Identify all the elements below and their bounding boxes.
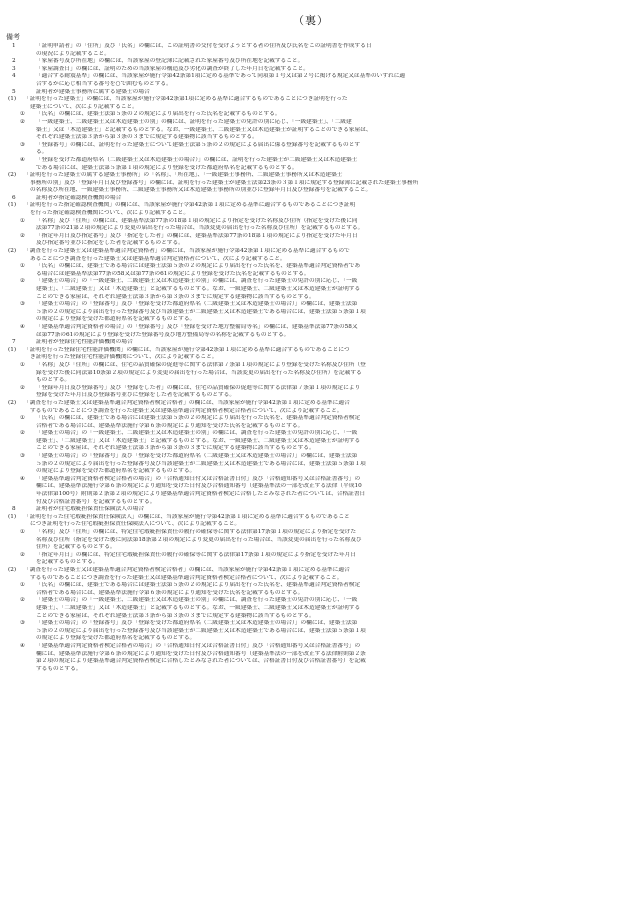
note-line (6, 552, 616, 560)
note-line (6, 613, 616, 621)
note-line (6, 180, 616, 188)
note-marker: ② (20, 384, 26, 391)
note-text: 証明者が住宅瑕疵担保責任保険法人の場合 (36, 506, 145, 513)
note-line (6, 499, 616, 507)
note-line (6, 605, 616, 613)
note-line (6, 127, 616, 135)
note-text: 住所）を記載するものとする。 (36, 544, 116, 551)
note-line (6, 111, 616, 119)
note-marker: ④ (20, 156, 26, 163)
note-line (6, 157, 616, 165)
note-marker: 3 (12, 65, 16, 72)
note-line (6, 339, 616, 347)
note-line (6, 316, 616, 324)
note-marker: (2) (8, 566, 17, 573)
note-text: 「建築士の場合」の「一級建築士、二級建築士又は木造建築士の別」の欄には、調査を行った建築士の免許の別に応じ、「一級 (36, 278, 358, 285)
note-line (6, 438, 616, 446)
note-text: 付及び合格証書番号）を記載するものとする。 (36, 498, 156, 505)
note-line (6, 165, 616, 173)
note-text: の現況により記載すること。 (36, 50, 110, 57)
note-text: ５条の２の規定により届出を行った登録番号及び当該建築士が二級建築士又は木造建築士である場合には、建築士法第５条第１項 (36, 460, 366, 467)
note-line (6, 104, 616, 112)
note-text: 建築士について、次により記載すること。 (30, 103, 138, 110)
note-text: である場合には、建築士法第５条第１項の規定により登録を受けた都道府県名を記載するものとする。 (36, 164, 298, 171)
note-line (6, 187, 616, 195)
note-text: 合格者である場合には、建築基準法施行令第６条の規定により通知を受けた氏名を記載するものとする。 (36, 589, 304, 596)
note-line (6, 491, 616, 499)
note-line (6, 225, 616, 233)
note-line (6, 666, 616, 674)
note-marker: 1 (12, 43, 16, 49)
note-text: 登録を受けた年月日及び登録番号並びに登録をした者を記載するものとする。 (36, 392, 236, 399)
note-line (6, 483, 616, 491)
note-text: それぞれ建築士法第３条から第３条の３までに規定する建築物に該当するものとする。 (36, 134, 258, 141)
note-text: 年法律第100号）附則第２条第２項の規定により建築基準適合判定資格者検定に合格したとみなされた者については、合格証書日 (36, 491, 366, 498)
note-text: の規定により登録を受けた都道府県名を記載するものとする。 (36, 316, 196, 323)
note-text: 「調査を行った建築士又は建築基準適合判定資格者」の欄には、当該家屋が施行令第42条第１項に定める基準に適合するもので (24, 248, 350, 255)
note-line (6, 453, 616, 461)
note-text: る場合には建築基準法第77条の58又は第77条の61の規定により登録を受けた氏名を記載するものとする。 (36, 270, 310, 277)
note-line (6, 544, 616, 552)
note-text: 「適合する耐震基準」の欄には、当該家屋が施行令第42条第1項に定める基準であって同項第１号又は第２号に掲げる規定又は基準のいずれに適 (36, 73, 406, 80)
note-marker: 6 (12, 194, 16, 201)
notes-label: 備考 (6, 33, 20, 41)
note-line (6, 233, 616, 241)
note-line (6, 278, 616, 286)
note-marker: ③ (20, 453, 26, 460)
note-line (6, 506, 616, 514)
note-line (6, 309, 616, 317)
note-line (6, 294, 616, 302)
note-marker: ④ (20, 642, 26, 649)
note-marker: ④ (20, 475, 26, 482)
note-line (6, 172, 616, 180)
note-line (6, 370, 616, 378)
note-line (6, 210, 616, 218)
note-marker: (1) (8, 513, 17, 520)
note-text: 「調査を行った建築士又は建築基準適合判定資格者検定合格者」の欄には、当該家屋が施行令第42条第１項に定める基準に適合 (24, 566, 350, 573)
note-text: 合格者である場合には、建築基準法施行令第６条の規定により通知を受けた氏名を記載するものとする。 (36, 422, 304, 429)
note-line (6, 415, 616, 423)
note-text: 「氏名」の欄には、建築士である場合には建築士法第５条の２の規定により届出を行った氏名を、建築基準適合判定資格者検定 (36, 582, 361, 589)
note-line (6, 582, 616, 590)
note-text: 建築士」、「二級建築士」又は「木造建築士」と記載するものとする。なお、一級建築士、二級建築士又は木造建築士が証明する (36, 604, 361, 611)
note-text: 「氏名」の欄には、建築士である場合には建築士法第５条の２の規定により届出を行った氏名を、建築基準適合判定資格者検定 (36, 415, 361, 422)
note-text: 証明者が建築士事務所に属する建築士の場合 (36, 88, 150, 95)
note-text: る。 (36, 149, 48, 156)
note-text: を行った指定確認検査機関について、次により記載すること。 (30, 210, 190, 217)
note-line (6, 73, 616, 81)
note-text: 「建築士の場合」の「登録番号」及び「登録を受けた都道府県名（二級建築士又は木造建築士の場合）」の欄には、建築士法第 (36, 453, 358, 460)
note-marker: ② (20, 278, 26, 285)
note-marker: (2) (8, 248, 17, 255)
note-text: 証明者が登録住宅性能評価機関の場合 (36, 339, 133, 346)
note-marker: ① (20, 415, 26, 422)
note-text: あることにつき調査を行った建築士又は建築基準適合判定資格者について、次により記載すること。 (30, 255, 286, 262)
note-line (6, 332, 616, 340)
note-text: 及び指定番号並びに指定をした者を記載するものとする。 (36, 240, 184, 247)
note-line (6, 635, 616, 643)
note-marker: 2 (12, 58, 16, 65)
note-text: 事務所の別」及び「登録年月日及び登録番号」の欄には、証明を行った建築士が建築士法第23条の３第１項に規定する登録簿に記載された建築士事務所 (30, 179, 419, 186)
note-line (6, 651, 616, 659)
note-text: 「建築基準適合判定資格者検定合格者の場合」の「合格通知日付又は合格証書日付」及び「合格通知番号又は合格証書番号」の (36, 642, 361, 649)
note-line (6, 575, 616, 583)
note-line (6, 66, 616, 74)
note-marker: ① (20, 111, 26, 118)
note-line (6, 643, 616, 651)
note-marker: ② (20, 430, 26, 437)
note-line (6, 134, 616, 142)
note-line (6, 620, 616, 628)
note-line (6, 58, 616, 66)
note-line (6, 658, 616, 666)
note-line (6, 195, 616, 203)
note-marker: ② (20, 118, 26, 125)
note-text: ことのできる家屋は、それぞれ建築士法第３条から第３条の３までに規定する建築物に該当するものとする。 (36, 293, 315, 300)
note-text: 「建築士の場合」の「登録番号」及び「登録を受けた都道府県名（二級建築士又は木造建築士の場合）」の欄には、建築士法第 (36, 620, 358, 627)
note-line (6, 529, 616, 537)
note-line (6, 597, 616, 605)
note-line (6, 43, 616, 51)
note-line (6, 408, 616, 416)
note-line (6, 385, 616, 393)
note-text: 「家屋調査日」の欄には、証明のための当該家屋の構造及び劣化の調査が終了した年月日を記載すること。 (36, 65, 309, 72)
note-text: 「証明申請者」の「住所」及び「氏名」の欄には、この証明書の交付を受けようとする者の住所及び氏名をこの証明書を作成する日 (36, 43, 372, 49)
note-marker: ① (20, 361, 26, 368)
note-line (6, 430, 616, 438)
note-text: は第77条の61の規定により登録を受けた登録番号及び地方整備局等の名称を記載するものとする。 (36, 331, 290, 338)
note-marker: 5 (12, 88, 16, 95)
note-line (6, 218, 616, 226)
note-line (6, 521, 616, 529)
note-text: 「氏名」の欄には、建築士である場合には建築士法第５条の２の規定により届出を行った氏名を、建築基準適合判定資格者であ (36, 263, 361, 270)
note-text: するものであることにつき調査を行った建築士又は建築基準適合判定資格者検定合格者について、次により記載すること。 (30, 574, 343, 581)
note-line (6, 240, 616, 248)
note-line (6, 377, 616, 385)
note-text: 証明者が指定確認検査機関の場合 (36, 194, 122, 201)
note-line (6, 256, 616, 264)
note-line (6, 514, 616, 522)
note-text: 建築士」、「二級建築士」又は「木造建築士」と記載するものとする。なお、一級建築士、二級建築士又は木造建築士が証明する (36, 437, 361, 444)
note-line (6, 628, 616, 636)
note-text: の規定により登録を受けた都道府県名を記載するものとする。 (36, 468, 196, 475)
note-line (6, 362, 616, 370)
note-text: ものとする。 (36, 377, 71, 384)
note-line (6, 347, 616, 355)
notes-list (6, 43, 616, 673)
note-marker: (1) (8, 202, 17, 209)
note-text: ことのできる家屋は、それぞれ建築士法第３条から第３条の３までに規定する建築物に該当するものとする。 (36, 445, 315, 452)
note-line (6, 400, 616, 408)
note-marker: 4 (12, 73, 16, 80)
note-text: 「証明を行った建築士の属する建築士事務所」の「名称」、「所在地」、「一級建築士事務所、二級建築士事務所又は木造建築士 (24, 172, 343, 179)
note-text: 「名称」及び「住所」の欄には、建築基準法第77条の18第１項の規定により指定を受けた名称及び住所（指定を受けた後に同 (36, 217, 358, 224)
note-marker: (1) (8, 346, 17, 353)
note-line (6, 149, 616, 157)
note-line (6, 423, 616, 431)
note-text: 「家屋番号及び所在地」の欄には、当該家屋の登記簿に記載された家屋番号及び所在地を記載すること。 (36, 58, 304, 65)
note-text: につき証明を行った住宅瑕疵担保責任保険法人について、次により記載すること。 (30, 521, 241, 528)
note-line (6, 324, 616, 332)
note-text: 法第77条の21第２項の規定により変更の届出を行った場合は、当該変更の届出を行った名称及び住所）を記載するものとする。 (36, 225, 364, 232)
note-text: 名称及び住所（指定を受けた後に同法第18条第２項の規定により変更の届出を行った場合は、当該変更の届出を行った名称及び (36, 536, 362, 543)
note-text: ５条の２の規定により届出を行った登録番号及び当該建築士が二級建築士又は木造建築士である場合には、建築士法第５条第１項 (36, 627, 366, 634)
note-text: ことのできる家屋は、それぞれ建築士法第３条から第３条の３までに規定する建築物に該当するものとする。 (36, 612, 315, 619)
note-text: 「証明を行った登録住宅性能評価機関」の欄には、当該家屋が施行令第42条第１項に定める基準に適合するものであることにつ (24, 346, 350, 353)
note-text: 「建築士の場合」の「一級建築士、二級建築士又は木造建築士の別」の欄には、調査を行った建築士の免許の別に応じ、「一級 (36, 430, 358, 437)
note-marker: ④ (20, 323, 26, 330)
note-line (6, 559, 616, 567)
note-line (6, 89, 616, 97)
note-text: するものであることにつき調査を行った建築士又は建築基準適合判定資格者検定合格者について、次により記載すること。 (30, 407, 343, 414)
note-line (6, 392, 616, 400)
note-line (6, 476, 616, 484)
note-line (6, 461, 616, 469)
note-text: 「建築基準適合判定資格者検定合格者の場合」の「合格通知日付又は合格証書日付」及び「合格通知番号又は合格証書番号」の (36, 475, 361, 482)
note-text: 築士」又は「木造建築士」と記載するものとする。なお、一級建築士、二級建築士又は木造建築士が証明することのできる家屋は、 (36, 126, 372, 133)
note-marker: ③ (20, 141, 26, 148)
note-marker: (1) (8, 96, 17, 103)
note-marker: ① (20, 263, 26, 270)
note-text: 「建築士の場合」の「一級建築士、二級建築士又は木造建築士の別」の欄には、調査を行った建築士の免許の別に応じ、「一級 (36, 597, 358, 604)
note-line (6, 96, 616, 104)
note-text: 「建築基準適合判定資格者の場合」の「登録番号」及び「登録を受けた地方整備局等名」の欄には、建築基準法第77条の58又 (36, 323, 358, 330)
note-text: 欄には、建築基準法施行令第６条の規定により通知を受けた日付及び合格通知番号（建築基準法の一部を改正する法律（平成10 (36, 483, 362, 490)
note-line (6, 537, 616, 545)
note-marker: ② (20, 551, 26, 558)
note-line (6, 567, 616, 575)
note-text: 「名称」及び「住所」の欄には、住宅の品質確保の促進等に関する法律第７条第１項の規定により登録を受けた名称及び住所（登 (36, 361, 366, 368)
note-marker: ③ (20, 620, 26, 627)
note-line (6, 354, 616, 362)
note-marker: 7 (12, 339, 16, 346)
note-text: 「証明を行った住宅瑕疵担保責任保険法人」の欄には、当該家屋が施行令第42条第１項に定める基準に適合するものであること (24, 513, 350, 520)
note-line (6, 590, 616, 598)
note-text: を記載するものとする。 (36, 559, 99, 566)
note-line (6, 286, 616, 294)
note-marker: (2) (8, 399, 17, 406)
note-line (6, 142, 616, 150)
note-text: 録を受けた後に同法第10条第２項の規定により変更の届出を行った場合は、当該変更の届出を行った名称及び住所）を記載する (36, 369, 362, 376)
note-text: 合するかに応じ相当する番号を○で囲むものとする。 (36, 80, 172, 87)
note-text: 「氏名」の欄には、建築士法第５条の２の規定により届出を行った氏名を記載するものとする。 (36, 111, 281, 118)
note-text: 「建築士の場合」の「登録番号」及び「登録を受けた都道府県名（二級建築士又は木造建築士の場合）」の欄には、建築士法第 (36, 301, 358, 308)
note-text: 「調査を行った建築士又は建築基準適合判定資格者検定合格者」の欄には、当該家屋が施行令第42条第１項に定める基準に適合 (24, 399, 350, 406)
note-marker: ③ (20, 301, 26, 308)
note-text: 第２項の規定により建築基準適合判定資格者検定に合格したとみなされた者については、合格証書日付及び合格証書番号）を記載 (36, 658, 366, 665)
note-text: き証明を行った登録住宅性能評価機関について、次により記載すること。 (30, 354, 218, 361)
note-marker: ② (20, 597, 26, 604)
note-text: 「登録番号」の欄には、証明を行った建築士について建築士法第５条の２の規定による届出に係る登録番号を記載するものとす (36, 141, 361, 148)
note-line (6, 445, 616, 453)
note-marker: ① (20, 217, 26, 224)
note-line (6, 468, 616, 476)
note-marker: (2) (8, 172, 17, 179)
note-line (6, 301, 616, 309)
note-marker: ① (20, 529, 26, 535)
note-marker: ② (20, 232, 26, 239)
note-line (6, 248, 616, 256)
note-text: 「指定年月日」の欄には、特定住宅瑕疵担保責任の履行の確保等に関する法律第17条第１項の規定により指定を受けた年月日 (36, 551, 357, 558)
note-text: 「指定年月日及び指定番号」及び「指定をした者」の欄には、建築基準法第77条の18第１項の規定により指定を受けた年月日 (36, 232, 358, 239)
note-line (6, 81, 616, 89)
note-text: 建築士」、「二級建築士」又は「木造建築士」と記載するものとする。なお、一級建築士、二級建築士又は木造建築士が証明する (36, 286, 361, 292)
note-text: 「登録年月日及び登録番号」及び「登録をした者」の欄には、住宅の品質確保の促進等に関する法律第７条第１項の規定により (36, 384, 361, 391)
note-text: 「名称」及び「住所」の欄には、特定住宅瑕疵担保責任の履行の確保等に関する法律第17条第１項の規定により指定を受けた (36, 529, 357, 535)
note-line (6, 51, 616, 59)
note-text: 「一級建築士、二級建築士又は木造建築士の別」の欄には、証明を行った建築士の免許の別に応じ、「一級建築士」、「二級建 (36, 118, 352, 125)
page-title: （裏） (293, 14, 329, 27)
note-marker: ① (20, 582, 26, 589)
note-text: するものとする。 (36, 665, 82, 672)
note-text: 「登録を受けた都道府県名（二級建築士又は木造建築士の場合）」の欄には、証明を行った建築士が二級建築士又は木造建築士 (36, 156, 358, 163)
note-line (6, 263, 616, 271)
note-text: の名称及び所在地、一級建築士事務所、二級建築士事務所又は木造建築士事務所の別並びに登録年月日及び登録番号を記載すること。 (30, 187, 372, 194)
note-text: 「証明を行った指定確認検査機関」の欄には、当該家屋が施行令第42条第１項に定める基準に適合するものであることにつき証明 (24, 202, 356, 209)
note-text: ５条の２の規定により届出を行った登録番号及び当該建築士が二級建築士又は木造建築士である場合には、建築士法第５条第１項 (36, 308, 366, 315)
note-marker: 8 (12, 506, 16, 513)
note-line (6, 119, 616, 127)
note-text: 欄には、建築基準法施行令第６条の規定により通知を受けた日付及び合格通知番号（建築基準法の一部を改正する法律附則第２条 (36, 650, 366, 657)
note-line (6, 271, 616, 279)
note-text: の規定により登録を受けた都道府県名を記載するものとする。 (36, 635, 196, 642)
note-text: 「証明を行った建築士」の欄には、当該家屋が施行令第42条第1項に定める基準に適合するものであることにつき証明を行った (24, 96, 348, 103)
note-line (6, 202, 616, 210)
